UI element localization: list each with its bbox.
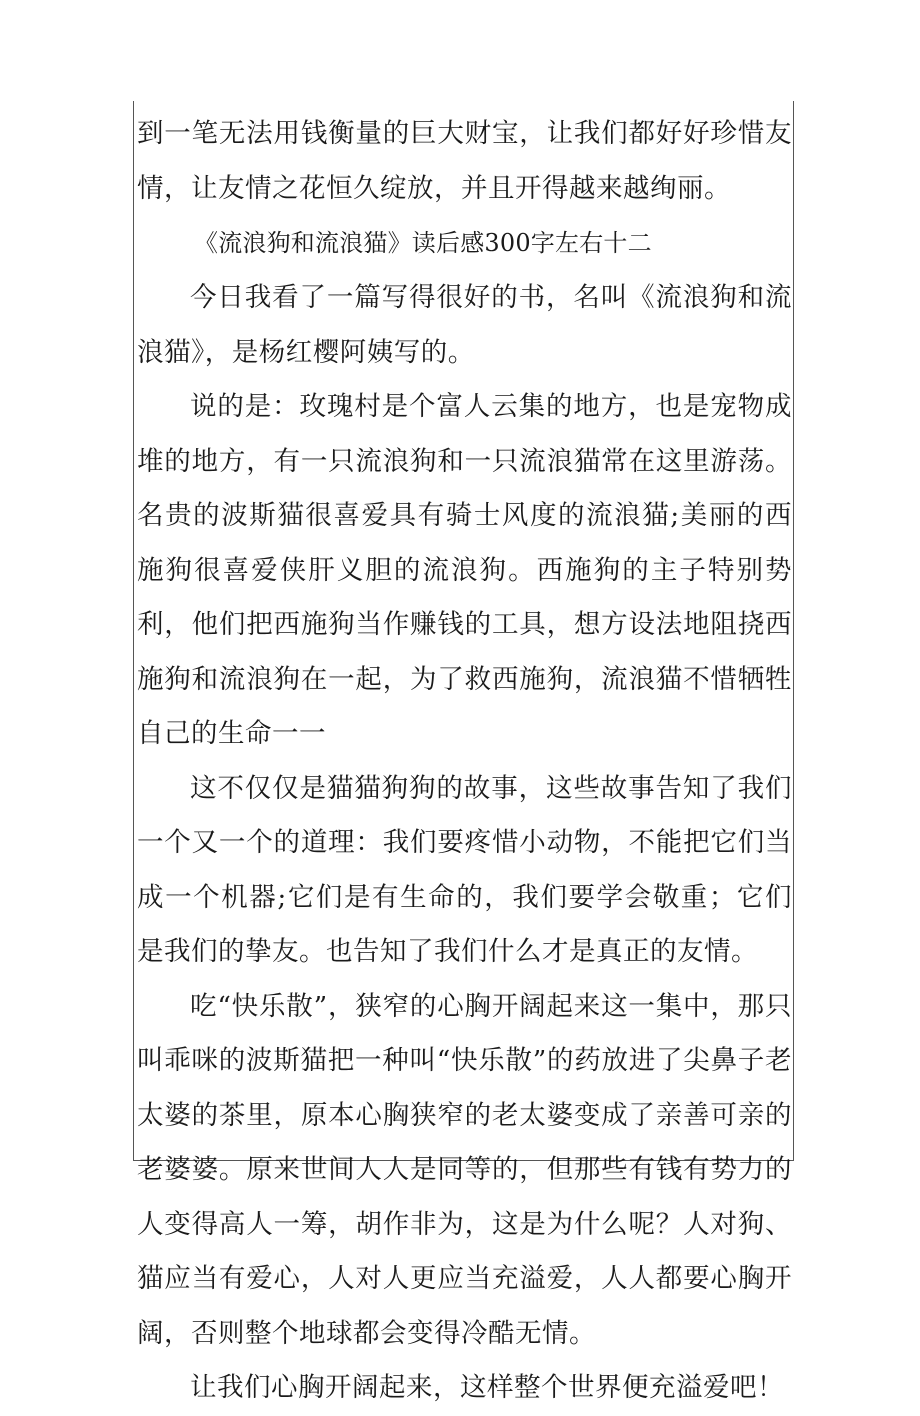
paragraph-intro: 今日我看了一篇写得很好的书，名叫《流浪狗和流浪猫》，是杨红樱阿姨写的。 xyxy=(137,282,792,368)
paragraph-happy-powder: 吃“快乐散”，狭窄的心胸开阔起来这一集中，那只叫乖咪的波斯猫把一种叫“快乐散”的药放进了尖鼻子老太婆的茶里，原本心胸狭窄的老太婆变成了亲善可亲的老婆婆。原来世间人人是同等的，但那些有钱有势力的人变得高人一筹，胡作非为，这是为什么呢？人对狗、猫应当有爱心，人对人更应当充溢爱，人人都要心胸开阔，否则整个地球都会变得冷酷无情。 xyxy=(137,990,792,1349)
continuation-paragraph: 到一笔无法用钱衡量的巨大财宝，让我们都好好珍惜友情，让友情之花恒久绽放，并且开得越来越绚丽。 xyxy=(137,118,792,204)
paragraph-closing: 让我们心胸开阔起来，这样整个世界便充溢爱吧！ xyxy=(190,1372,784,1403)
document-body xyxy=(137,107,792,1416)
section-title: 《流浪狗和流浪猫》读后感300字左右十二 xyxy=(194,229,652,257)
paragraph-summary: 说的是：玫瑰村是个富人云集的地方，也是宠物成堆的地方，有一只流浪狗和一只流浪猫常在这里游荡。名贵的波斯猫很喜爱具有骑士风度的流浪猫;美丽的西施狗很喜爱侠肝义胆的流浪狗。西施狗的主子特别势利，他们把西施狗当作赚钱的工具，想方设法地阻挠西施狗和流浪狗在一起，为了救西施狗，流浪猫不惜牺牲自己的生命一一 xyxy=(137,391,792,749)
paragraph-lessons: 这不仅仅是猫猫狗狗的故事，这些故事告知了我们一个又一个的道理：我们要疼惜小动物，不能把它们当成一个机器;它们是有生命的，我们要学会敬重；它们是我们的挚友。也告知了我们什么才是真正的友情。 xyxy=(137,772,792,967)
